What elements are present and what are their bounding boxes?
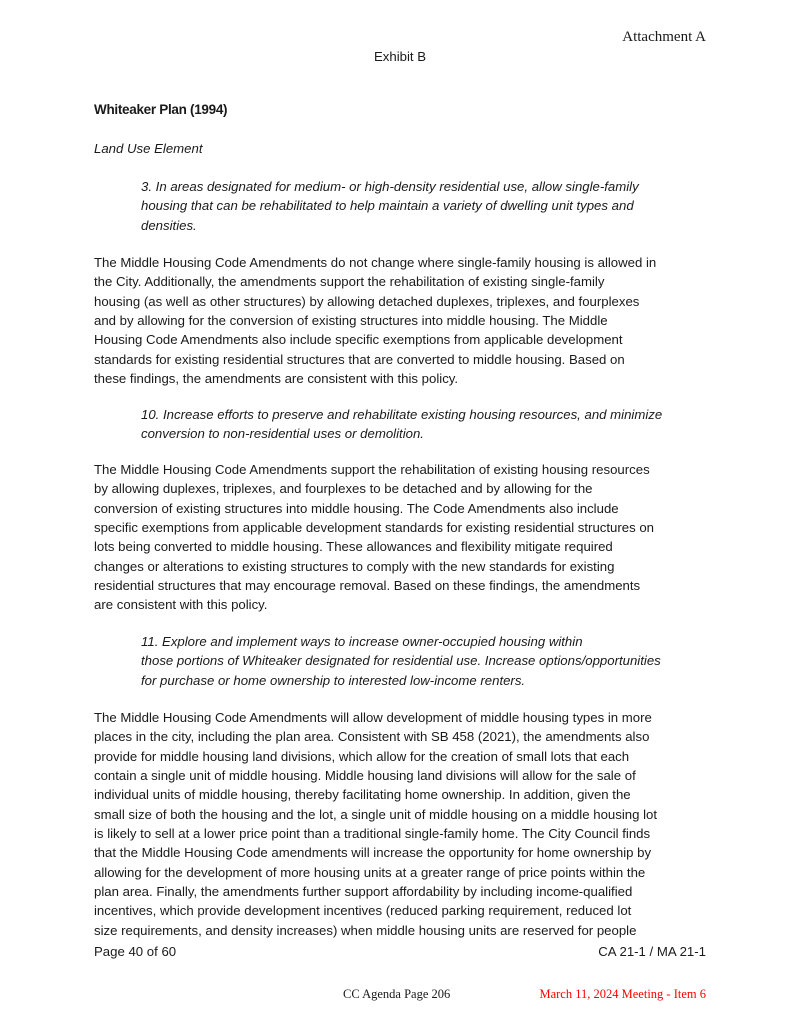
text-line: The Middle Housing Code Amendments support the rehabilitation of existing housing resources <box>94 462 650 477</box>
text-line: The Middle Housing Code Amendments will allow development of middle housing types in more <box>94 710 652 725</box>
page-title: Whiteaker Plan (1994) <box>94 102 228 117</box>
text-line: individual units of middle housing, thereby facilitating home ownership. In addition, given the <box>94 787 631 803</box>
text-line: The Middle Housing Code Amendments do not change where single-family housing is allowed in <box>94 255 657 270</box>
text-line: changes or alterations to existing structures to comply with the new standards for existing <box>94 558 615 574</box>
text-line: lots being converted to middle housing. These allowances and flexibility mitigate required <box>94 539 613 555</box>
case-number: CA 21-1 / MA 21-1 <box>598 944 706 959</box>
text-line: by allowing duplexes, triplexes, and fourplexes to be detached and by allowing for the <box>94 481 593 497</box>
attachment-label: Attachment A <box>622 29 706 45</box>
text-line: specific exemptions from applicable development standards for existing residential structures on <box>94 520 655 536</box>
text-line: for purchase or home ownership to interested low-income renters. <box>141 672 526 688</box>
text-line: Housing Code Amendments also include specific exemptions from applicable development <box>94 332 623 348</box>
text-line: are consistent with this policy. <box>94 597 268 613</box>
text-line: is likely to sell at a lower price point than a traditional single-family home. The City Council finds <box>94 826 651 842</box>
text-line: standards for existing residential structures that are converted to middle housing. Based on <box>94 351 625 367</box>
text-line: housing that can be rehabilitated to help maintain a variety of dwelling unit types and <box>141 198 634 214</box>
text-line: residential structures that may encourage removal. Based on these findings, the amendments <box>94 578 641 594</box>
text-line: housing (as well as other structures) by allowing detached duplexes, triplexes, and fourplexes <box>94 293 640 309</box>
text-line: these findings, the amendments are consistent with this policy. <box>94 371 459 387</box>
text-line: provide for middle housing land divisions, which allow for the creation of small lots that each <box>94 748 630 764</box>
policy-quote-11 <box>141 632 661 690</box>
finding-paragraph-2 <box>94 460 654 615</box>
text-line: places in the city, including the plan area. Consistent with SB 458 (2021), the amendments also <box>94 729 650 745</box>
text-line: small size of both the housing and the lot, a single unit of middle housing on a middle housing lot <box>94 806 658 822</box>
text-line: 3. In areas designated for medium- or high-density residential use, allow single-family <box>141 179 639 194</box>
page-number: Page 40 of 60 <box>94 944 177 959</box>
text-line: contain a single unit of middle housing. Middle housing land divisions will allow for the sale of <box>94 768 636 784</box>
section-heading: Land Use Element <box>94 141 203 156</box>
text-line: conversion of existing structures into middle housing. The Code Amendments also include <box>94 500 619 516</box>
finding-paragraph-1 <box>94 253 656 388</box>
text-line: incentives, which provide development incentives (reduced parking requirement, reduced lot <box>94 903 632 919</box>
policy-quote-3 <box>141 177 639 235</box>
text-line: that the Middle Housing Code amendments will increase the opportunity for home ownership by <box>94 845 652 861</box>
text-line: conversion to non-residential uses or demolition. <box>141 426 424 442</box>
agenda-page: CC Agenda Page 206 <box>343 987 451 1001</box>
text-line: 11. Explore and implement ways to increase owner-occupied housing within <box>141 634 583 649</box>
text-line: size requirements, and density increases) when middle housing units are reserved for people <box>94 922 637 938</box>
text-line: plan area. Finally, the amendments further support affordability by including income-qualified <box>94 884 633 900</box>
text-line: the City. Additionally, the amendments support the rehabilitation of existing single-family <box>94 274 605 290</box>
text-line: and by allowing for the conversion of existing structures into middle housing. The Middle <box>94 313 608 329</box>
text-line: those portions of Whiteaker designated for residential use. Increase options/opportunities <box>141 653 661 669</box>
exhibit-label: Exhibit B <box>373 49 427 64</box>
text-line: densities. <box>141 217 197 233</box>
text-line: allowing for the development of more housing units at a greater range of price points within the <box>94 864 646 880</box>
text-line: 10. Increase efforts to preserve and rehabilitate existing housing resources, and minimize <box>141 407 663 422</box>
finding-paragraph-3 <box>94 708 657 940</box>
policy-quote-10 <box>141 405 662 444</box>
meeting-label: March 11, 2024 Meeting - Item 6 <box>539 987 706 1001</box>
